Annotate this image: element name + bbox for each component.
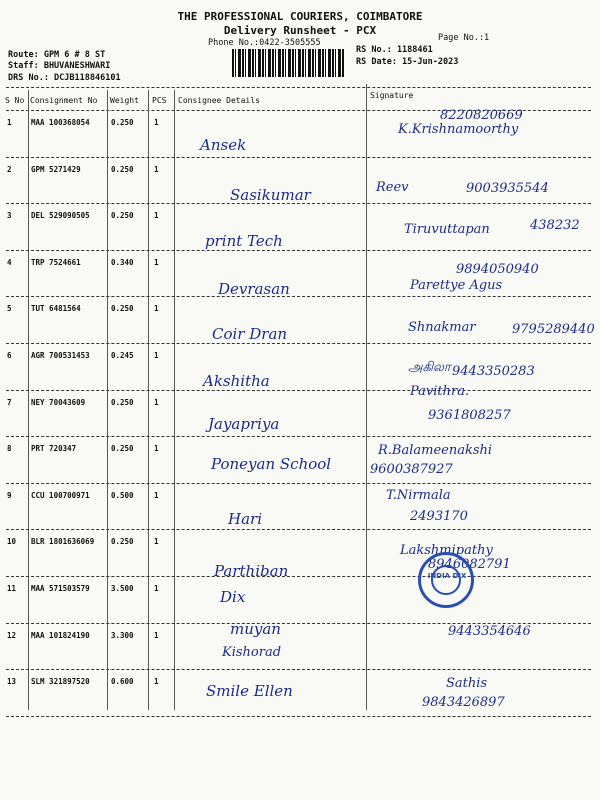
row-divider [6,390,591,391]
row-pcs: 1 [154,257,159,267]
rubber-stamp [418,552,474,608]
header-divider [6,87,591,88]
col-separator [148,90,149,710]
stamp-inner-ring [431,565,461,595]
row-consignee: Coir Dran [212,325,288,343]
route: Route: GPM 6 # 8 ST [8,50,106,60]
row-pcs: 1 [154,537,159,547]
runsheet-title: Delivery Runsheet - PCX [223,24,377,37]
row-signature: K.Krishnamoorthy [398,122,519,137]
row-consignee: Devrasan [218,280,290,298]
row-weight: 0.250 [111,118,134,127]
row-signature: Reev [376,180,409,195]
col-consignment: Consignment No [30,96,98,105]
row-phone: 2493170 [410,509,468,524]
row-sno: 9 [7,490,12,500]
row-phone: 9443354646 [448,624,531,639]
row-consignment: PRT 720347 [31,444,77,454]
row-pcs: 1 [154,304,159,314]
row-phone: 9795289440 [512,322,595,337]
row-weight: 0.600 [111,677,134,687]
row-pcs: 1 [154,444,159,454]
row-consignment: SLM 321897520 [31,677,90,687]
staff: Staff: BHUVANESHWARI [8,61,111,71]
company-title: THE PROFESSIONAL COURIERS, COIMBATORE [177,10,423,23]
row-signature: R.Balameenakshi [378,443,493,458]
row-weight: 3.300 [111,630,134,640]
row-pcs: 1 [154,164,159,174]
row-weight: 0.250 [111,211,134,221]
row-divider [6,669,591,670]
col-separator [107,90,108,710]
barcode [232,49,344,77]
row-signature: Parettye Agus [410,278,503,293]
row-weight: 0.250 [111,537,134,547]
row-signature: T.Nirmala [386,488,451,503]
row-phone: 8946082791 [428,557,511,572]
row-weight: 0.250 [111,444,134,454]
row-sno: 13 [7,677,17,687]
row-consignment: BLR 1801636069 [31,537,95,547]
row-pcs: 1 [154,397,159,407]
row-divider [6,529,591,530]
row-consignment: MAA 100368054 [31,118,90,127]
row-pcs: 1 [154,584,159,593]
row-divider [6,436,591,437]
row-phone: 438232 [530,218,580,233]
row-phone: 9600387927 [370,462,453,477]
row-divider [6,576,591,577]
stamp-text: INDIA DIX [427,572,467,580]
row-consignment: DEL 529090505 [31,211,90,221]
row-consignee: Ansek [200,136,247,154]
row-pcs: 1 [154,118,159,127]
row-consignment: TUT 6481564 [31,304,81,314]
col-separator [366,84,367,710]
row-pcs: 1 [154,630,159,640]
row-signature: Shnakmar [408,320,476,335]
row-consignment: AGR 700531453 [31,351,90,360]
row-signature: Sathis [446,676,488,691]
row-sno: 6 [7,351,12,360]
row-sno: 2 [7,164,12,174]
row-phone: 9443350283 [452,364,535,379]
row-weight: 0.340 [111,257,134,267]
rs-number: RS No.: 1188461 [356,45,433,55]
row-signature: Kishorad [222,645,282,660]
row-pcs: 1 [154,677,159,687]
row-consignment: TRP 7524661 [31,257,81,267]
row-sno: 10 [7,537,17,547]
row-consignee: muyan [230,620,281,638]
row-consignee: Jayapriya [208,415,280,433]
row-sno: 5 [7,304,12,314]
row-sno: 4 [7,257,12,267]
row-phone: 8220820669 [440,108,523,123]
row-divider [6,203,591,204]
row-sno: 8 [7,444,12,454]
row-consignee: Dix [220,588,246,606]
row-pcs: 1 [154,211,159,221]
col-pcs: PCS [152,96,167,105]
row-sno: 7 [7,397,12,407]
row-signature: Tiruvuttapan [404,222,490,237]
row-signature: அகிலா [408,360,451,375]
row-phone: 9003935544 [466,181,549,196]
row-sno: 3 [7,211,12,221]
col-signature: Signature [370,91,414,100]
row-sno: 11 [7,584,17,593]
row-consignee: Parthiban [214,562,289,580]
drs-number: DRS No.: DCJB118846101 [8,73,121,83]
col-consignee: Consignee Details [178,96,260,105]
row-pcs: 1 [154,490,159,500]
row-weight: 0.245 [111,351,134,360]
row-phone: 9894050940 [456,262,539,277]
rs-date: RS Date: 15-Jun-2023 [356,57,459,67]
row-consignment: GPM 5271429 [31,164,81,174]
row-divider [6,343,591,344]
row-phone: 9361808257 [428,408,511,423]
row-divider [6,483,591,484]
row-consignment: MAA 571503579 [31,584,90,593]
row-consignment: MAA 101824190 [31,630,90,640]
row-consignee: Akshitha [203,372,270,390]
row-consignee: Smile Ellen [206,682,293,700]
col-sno: S No [5,96,25,105]
row-signature: Lakshmipathy [400,543,493,558]
row-consignee: Hari [228,510,262,528]
row-weight: 0.500 [111,490,134,500]
row-consignment: CCU 100700971 [31,490,90,500]
row-divider [6,250,591,251]
row-weight: 0.250 [111,304,134,314]
phone-number: Phone No.:0422-3505555 [208,38,321,48]
page-number: Page No.:1 [438,33,490,43]
row-consignment: NEY 70043609 [31,397,86,407]
col-separator [28,90,29,710]
row-weight: 0.250 [111,397,134,407]
row-sno: 12 [7,630,17,640]
row-phone: 9843426897 [422,695,505,710]
row-divider [6,157,591,158]
row-weight: 0.250 [111,164,134,174]
col-weight: Weight [110,96,139,105]
row-signature: Pavithra. [410,384,470,399]
row-pcs: 1 [154,351,159,360]
row-divider [6,716,591,717]
row-weight: 3.500 [111,584,134,593]
row-consignee: Poneyan School [211,455,332,473]
row-sno: 1 [7,118,12,127]
row-divider [6,296,591,297]
row-consignee: print Tech [205,232,283,250]
row-consignee: Sasikumar [230,186,311,204]
col-separator [174,90,175,710]
